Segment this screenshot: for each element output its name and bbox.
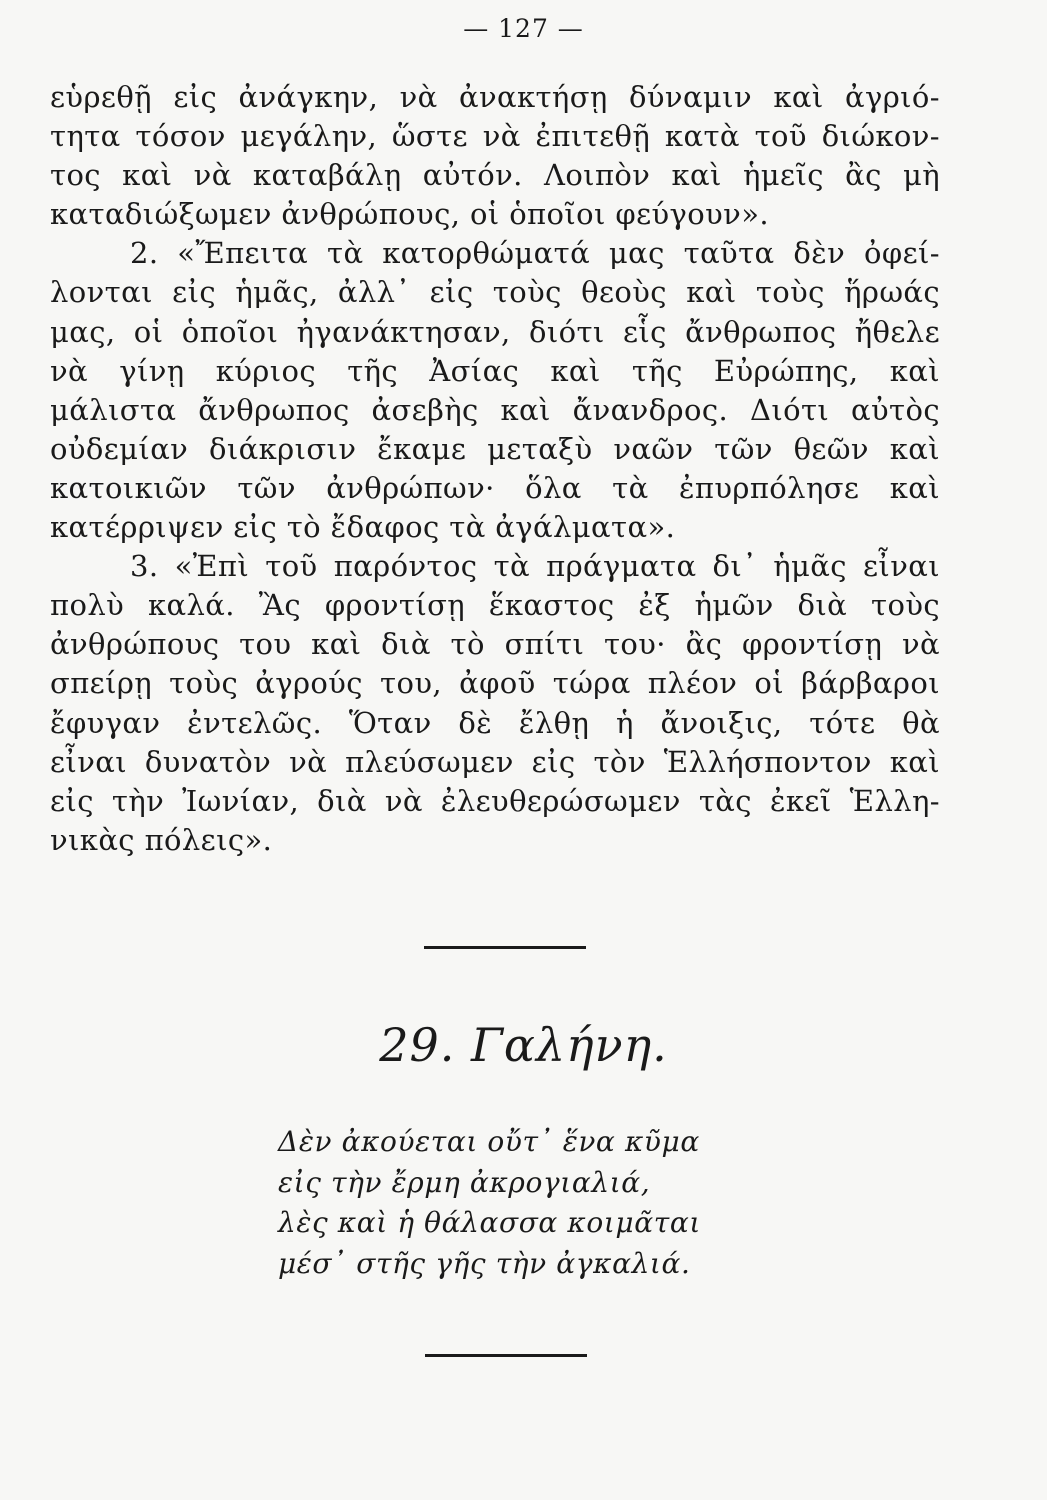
- prose-line: κατοικιῶν τῶν ἀνθρώπων· ὅλα τὰ ἐπυρπόλησε καὶ: [50, 470, 940, 505]
- poem-verse: μέσ᾽ στῆς γῆς τὴν ἀγκαλιά.: [278, 1246, 691, 1280]
- section-divider: [424, 946, 586, 949]
- prose-line: 2. «Ἔπειτα τὰ κατορθώματά μας ταῦτα δὲν ὀφεί-: [130, 236, 940, 271]
- prose-text: [50, 78, 940, 860]
- prose-line: εἰς τὴν Ἰωνίαν, διὰ νὰ ἐλευθερώσωμεν τὰς ἐκεῖ Ἑλλη-: [50, 783, 940, 818]
- prose-line: πολὺ καλά. Ἂς φροντίσῃ ἕκαστος ἐξ ἡμῶν διὰ τοὺς: [50, 588, 940, 623]
- prose-line: τος καὶ νὰ καταβάλῃ αὐτόν. Λοιπὸν καὶ ἡμεῖς ἂς μὴ: [50, 158, 940, 193]
- prose-line: εἶναι δυνατὸν νὰ πλεύσωμεν εἰς τὸν Ἑλλήσποντον καὶ: [50, 744, 940, 779]
- prose-line: τητα τόσον μεγάλην, ὥστε νὰ ἐπιτεθῇ κατὰ τοῦ διώκον-: [50, 119, 940, 154]
- prose-line: 3. «Ἐπὶ τοῦ παρόντος τὰ πράγματα δι᾽ ἡμᾶς εἶναι: [130, 549, 940, 584]
- prose-line: νὰ γίνῃ κύριος τῆς Ἀσίας καὶ τῆς Εὐρώπης, καὶ: [50, 353, 940, 388]
- poem-verse: Δὲν ἀκούεται οὔτ᾽ ἕνα κῦμα: [278, 1125, 700, 1158]
- prose-line: καταδιώξωμεν ἀνθρώπους, οἱ ὁποῖοι φεύγουν».: [50, 197, 769, 232]
- prose-line: νικὰς πόλεις».: [50, 822, 273, 857]
- poem-verse: λὲς καὶ ἡ θάλασσα κοιμᾶται: [278, 1206, 701, 1239]
- prose-line: μας, οἱ ὁποῖοι ἠγανάκτησαν, διότι εἷς ἄνθρωπος ἤθελε: [50, 314, 940, 349]
- prose-line: ἀνθρώπους του καὶ διὰ τὸ σπίτι του· ἂς φροντίσῃ νὰ: [50, 627, 940, 662]
- poem-title: 29. Γαλήνη.: [379, 1018, 668, 1072]
- prose-line: λονται εἰς ἡμᾶς, ἀλλ᾽ εἰς τοὺς θεοὺς καὶ τοὺς ἥρωάς: [50, 275, 940, 310]
- prose-line: σπείρῃ τοὺς ἀγρούς του, ἀφοῦ τώρα πλέον οἱ βάρβαροι: [50, 666, 940, 701]
- poem-verse: εἰς τὴν ἔρμη ἀκρογιαλιά,: [278, 1165, 651, 1199]
- prose-line: κατέρριψεν εἰς τὸ ἔδαφος τὰ ἀγάλματα».: [50, 510, 676, 545]
- poem-stanza: [278, 1122, 778, 1284]
- page-number: — 127 —: [463, 14, 584, 43]
- prose-line: ἔφυγαν ἐντελῶς. Ὅταν δὲ ἔλθῃ ἡ ἄνοιξις, τότε θὰ: [50, 705, 940, 740]
- prose-line: μάλιστα ἄνθρωπος ἀσεβὴς καὶ ἄνανδρος. Διότι αὐτὸς: [50, 392, 940, 427]
- section-divider: [425, 1354, 587, 1357]
- prose-line: εὑρεθῇ εἰς ἀνάγκην, νὰ ἀνακτήσῃ δύναμιν καὶ ἀγριό-: [50, 80, 940, 114]
- prose-line: οὐδεμίαν διάκρισιν ἔκαμε μεταξὺ ναῶν τῶν θεῶν καὶ: [50, 431, 940, 466]
